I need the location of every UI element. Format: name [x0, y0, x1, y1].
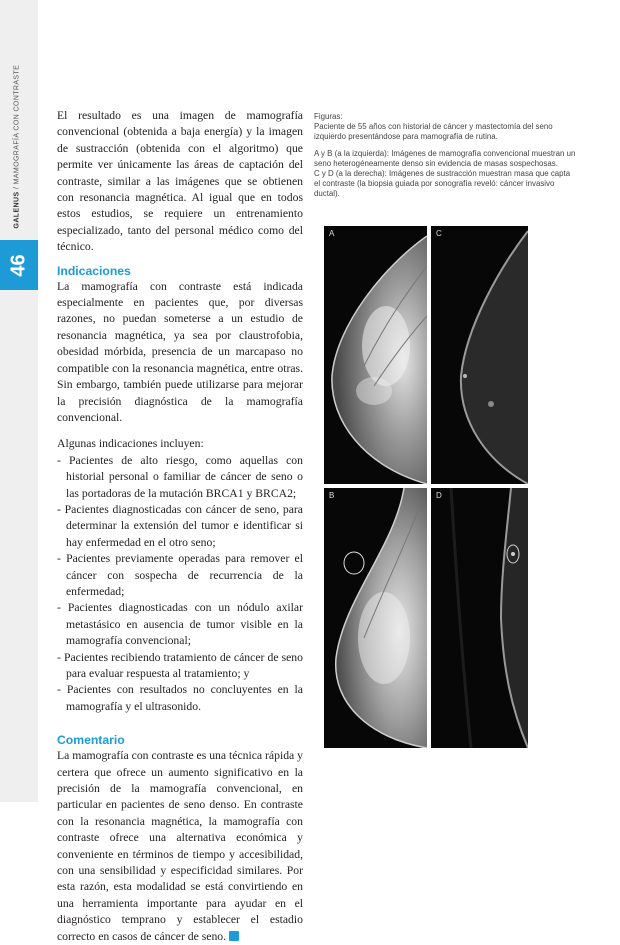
panel-label-c: C — [436, 229, 442, 238]
page-number-box — [0, 240, 38, 290]
mammogram-panel-b — [324, 488, 427, 748]
mammogram-a-image — [324, 226, 427, 484]
indicaciones-paragraph: La mamografía con contraste está indicada especialmente en pacientes que, por diversas razones, no puedan someterse a un estudio de resonancia magnética, ya sea por claustrofobia, obesidad mórbida, presencia de un marcapaso no compatible con la resonancia magnética, entre otras. Sin embargo, también puede utilizarse para mejorar la precisión diagnóstica de la mamografía convencional. — [57, 279, 303, 424]
panel-label-d: D — [436, 491, 442, 500]
list-item: - Pacientes de alto riesgo, como aquellas con historial personal o familiar de cáncer de seno o las portadoras de la mutación BRCA1 y BRCA2; — [57, 453, 303, 500]
journal-name: GALENUS — [13, 191, 21, 229]
figure-caption-line-3: C y D (a la derecha): Imágenes de sustracción muestran masa que capta el contraste (la biopsia guiada por sonografía reveló: cáncer invasivo ductal). — [314, 169, 571, 198]
list-item: - Pacientes diagnosticadas con cáncer de seno, para determinar la extensión del tumor e identificar si hay enfermedad en el otro seno; — [57, 502, 303, 549]
mammogram-b-image — [324, 488, 427, 748]
subtraction-c-image — [431, 226, 528, 484]
figure-caption — [314, 112, 576, 199]
mammogram-panel-a — [324, 226, 427, 484]
panel-label-b: B — [329, 491, 335, 500]
intro-paragraph: El resultado es una imagen de mamografía convencional (obtenida a baja energía) y la imagen de sustracción (obtenida con el algoritmo) que permite ver únicamente las áreas de captación del contraste, similar a las imágenes que se obtienen con resonancia magnética. Al igual que en todos estos estudios, se requiere un entrenamiento especializado, tanto del personal médico como del técnico. — [57, 109, 303, 254]
subtraction-d-image — [431, 488, 528, 748]
figure-caption-line-1: Paciente de 55 años con historial de cáncer y mastectomía del seno izquierdo presentándose para mamografía de rutina. — [314, 122, 553, 141]
indicaciones-heading: Indicaciones — [57, 263, 131, 278]
list-item: - Pacientes diagnosticadas con un nódulo axilar metastásico en ausencia de tumor visible en la mamografía convencional; — [57, 601, 303, 648]
running-header: GALENUS / MAMOGRAFÍA CON CONTRASTE — [13, 64, 21, 229]
subtraction-panel-d — [431, 488, 528, 748]
end-mark-icon — [229, 931, 239, 941]
list-item: - Pacientes previamente operadas para remover el cáncer con sospecha de recurrencia de la enfermedad; — [57, 552, 303, 598]
indications-list — [57, 453, 303, 716]
section-name: MAMOGRAFÍA CON CONTRASTE — [13, 64, 21, 185]
list-item: - Pacientes recibiendo tratamiento de cáncer de seno para evaluar respuesta al tratamiento; y — [57, 650, 303, 680]
subtraction-panel-c — [431, 226, 528, 484]
figure-caption-line-2: A y B (a la izquierda): Imágenes de mamografía convencional muestran un seno heterogéneamente denso sin evidencia de masas sospechosas. — [314, 149, 576, 168]
article-body — [57, 108, 303, 945]
page-number: 46 — [7, 253, 30, 277]
comentario-paragraph — [57, 748, 303, 945]
list-intro: Algunas indicaciones incluyen: — [57, 437, 204, 451]
panel-label-a: A — [329, 229, 335, 238]
list-item: - Pacientes con resultados no concluyentes en la mamografía y el ultrasonido. — [57, 683, 303, 713]
figure-heading: Figuras: — [314, 112, 343, 121]
comentario-text: La mamografía con contraste es una técnica rápida y certera que ofrece un aumento significativo en la precisión de la mamografía convencional, en particular en pacientes de seno denso. En contraste con la resonancia magnética, la mamografía con contraste ofrece una alternativa económica y conveniente en términos de tiempo y accesibilidad, con una sensibilidad y especificidad similares. Por esta razón, esta modalidad se está convirtiendo en una herramienta importante para ayudar en el diagnóstico temprano y establecer el estadio correcto en casos de cáncer de seno. — [57, 749, 303, 943]
comentario-heading: Comentario — [57, 733, 125, 748]
